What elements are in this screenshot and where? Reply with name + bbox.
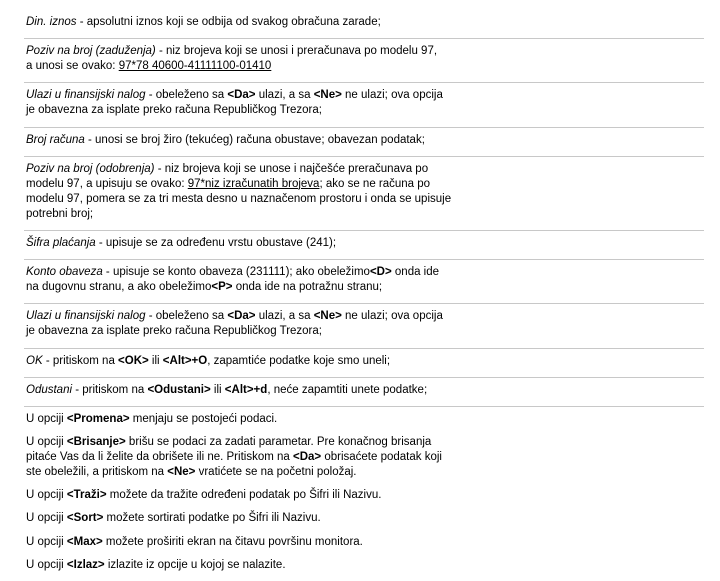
document-body bbox=[26, 15, 698, 581]
term-label: Poziv na broj (odobrenja) bbox=[26, 162, 155, 175]
example-value: 97*niz izračunatih brojeva bbox=[187, 177, 320, 190]
key-label: <Alt>+d bbox=[224, 383, 268, 396]
description-text: ne ulazi; ova opcija bbox=[341, 89, 443, 102]
entry-sifra-placanja bbox=[26, 236, 698, 251]
description-text: - pritiskom na bbox=[42, 354, 119, 367]
key-label: <OK> bbox=[118, 354, 149, 367]
description-text: možete da tražite određeni podatak po Šifri ili Nazivu. bbox=[106, 489, 382, 502]
divider bbox=[24, 38, 704, 39]
term-label: OK bbox=[26, 354, 43, 367]
key-label: <Da> bbox=[227, 310, 256, 323]
divider bbox=[24, 377, 704, 378]
description-text: , neće zapamtiti unete podatke; bbox=[267, 383, 428, 396]
description-text: - upisuje se konto obaveza (231111); ako obeležimo bbox=[102, 266, 370, 279]
description-text: menjaju se postojeći podaci. bbox=[129, 412, 278, 425]
description-text: - obeleženo sa bbox=[145, 89, 228, 102]
entry-ulazi-finansijski-nalog bbox=[26, 88, 698, 118]
description-text: je obavezna za isplate preko računa Republičkog Trezora; bbox=[26, 104, 322, 117]
entry-promena bbox=[26, 412, 698, 427]
key-label: <P> bbox=[211, 281, 233, 294]
divider bbox=[24, 127, 704, 128]
divider bbox=[24, 348, 704, 349]
term-label: Ulazi u finansijski nalog bbox=[26, 89, 146, 102]
key-label: <Ne> bbox=[167, 466, 196, 479]
key-label: <Max> bbox=[66, 535, 103, 548]
description-text: - pritiskom na bbox=[72, 383, 148, 396]
term-label: Din. iznos bbox=[26, 16, 77, 28]
key-label: <Promena> bbox=[66, 412, 130, 425]
entry-odustani bbox=[26, 383, 698, 398]
description-text: - apsolutni iznos koji se odbija od svakog obračuna zarade; bbox=[76, 16, 381, 28]
description-text: možete proširiti ekran na čitavu površinu monitora. bbox=[102, 535, 363, 548]
description-text: U opciji bbox=[26, 512, 67, 525]
description-text: ili bbox=[210, 383, 225, 396]
description-text: U opciji bbox=[26, 535, 67, 548]
description-text: modelu 97, a upisuju se ovako: bbox=[26, 177, 188, 190]
entry-sort bbox=[26, 511, 698, 526]
key-label: <Sort> bbox=[66, 512, 104, 525]
entry-trazi bbox=[26, 488, 698, 503]
divider bbox=[24, 303, 704, 304]
description-text: obrisaćete podatak koji bbox=[321, 451, 442, 464]
divider bbox=[24, 82, 704, 83]
entry-ok bbox=[26, 354, 698, 369]
description-text: ulazi, a sa bbox=[255, 89, 314, 102]
key-label: <Izlaz> bbox=[66, 558, 105, 571]
description-text: modelu 97, pomera se za tri mesta desno u naznačenom prostoru i onda se upisuje bbox=[26, 192, 452, 205]
entry-konto-obaveza bbox=[26, 265, 698, 295]
entry-din-iznos bbox=[26, 15, 698, 30]
example-value: 97*78 40600-41111100-01410 bbox=[118, 60, 272, 73]
key-label: <D> bbox=[369, 266, 392, 279]
entry-ulazi-finansijski-nalog-2 bbox=[26, 309, 698, 339]
key-label: <Traži> bbox=[66, 489, 107, 502]
description-text: potrebni broj; bbox=[26, 207, 94, 220]
description-text: ulazi, a sa bbox=[255, 310, 314, 323]
entry-broj-racuna bbox=[26, 133, 698, 148]
entry-max bbox=[26, 535, 698, 550]
term-label: Ulazi u finansijski nalog bbox=[26, 310, 146, 323]
description-text: onda ide na potražnu stranu; bbox=[232, 281, 383, 294]
description-text: , zapamtiće podatke koje smo uneli; bbox=[207, 354, 391, 367]
key-label: <Da> bbox=[292, 451, 322, 464]
description-text: U opciji bbox=[26, 558, 67, 571]
description-text: ; ako se ne računa po bbox=[319, 177, 431, 190]
key-label: <Odustani> bbox=[147, 383, 211, 396]
description-text: pitaće Vas da li želite da obrišete ili ne. Pritiskom na bbox=[26, 451, 293, 464]
key-label: <Da> bbox=[227, 89, 256, 102]
divider bbox=[24, 259, 704, 260]
key-label: <Alt>+O bbox=[162, 354, 208, 367]
description-text: brišu se podaci za zadati parametar. Pre konačnog brisanja bbox=[125, 436, 432, 449]
key-label: <Ne> bbox=[313, 89, 342, 102]
description-text: vratićete se na početni položaj. bbox=[195, 466, 357, 479]
description-text: U opciji bbox=[26, 412, 67, 425]
description-text: onda ide bbox=[391, 266, 440, 279]
description-text: na dugovnu stranu, a ako obeležimo bbox=[26, 281, 212, 294]
description-text: - upisuje se za određenu vrstu obustave (241); bbox=[95, 236, 337, 249]
description-text: U opciji bbox=[26, 436, 67, 449]
divider bbox=[24, 230, 704, 231]
description-text: U opciji bbox=[26, 489, 67, 502]
description-text: - obeleženo sa bbox=[145, 310, 228, 323]
description-text: možete sortirati podatke po Šifri ili Nazivu. bbox=[103, 512, 321, 525]
description-text: ili bbox=[148, 354, 163, 367]
entry-poziv-zaduzenja bbox=[26, 44, 698, 74]
term-label: Broj računa bbox=[26, 133, 85, 146]
description-text: ste obeležili, a pritiskom na bbox=[26, 466, 168, 479]
divider bbox=[24, 406, 704, 407]
term-label: Poziv na broj (zaduženja) bbox=[26, 45, 156, 58]
description-text: je obavezna za isplate preko računa Republičkog Trezora; bbox=[26, 325, 322, 338]
term-label: Odustani bbox=[26, 383, 73, 396]
entry-brisanje bbox=[26, 435, 698, 480]
term-label: Konto obaveza bbox=[26, 266, 103, 279]
entry-poziv-odobrenja bbox=[26, 162, 698, 222]
entry-izlaz bbox=[26, 558, 698, 573]
term-label: Šifra plaćanja bbox=[26, 236, 96, 249]
key-label: <Brisanje> bbox=[66, 436, 126, 449]
description-text: izlazite iz opcije u kojoj se nalazite. bbox=[104, 558, 286, 571]
divider bbox=[24, 156, 704, 157]
description-text: - niz brojeva koji se unose i najčešće preračunava po bbox=[154, 162, 429, 175]
description-text: - niz brojeva koji se unosi i preračunava po modelu 97, bbox=[155, 45, 438, 58]
description-text: a unosi se ovako: bbox=[26, 60, 119, 73]
description-text: - unosi se broj žiro (tekućeg) računa obustave; obavezan podatak; bbox=[84, 133, 425, 146]
description-text: ne ulazi; ova opcija bbox=[341, 310, 443, 323]
key-label: <Ne> bbox=[313, 310, 342, 323]
